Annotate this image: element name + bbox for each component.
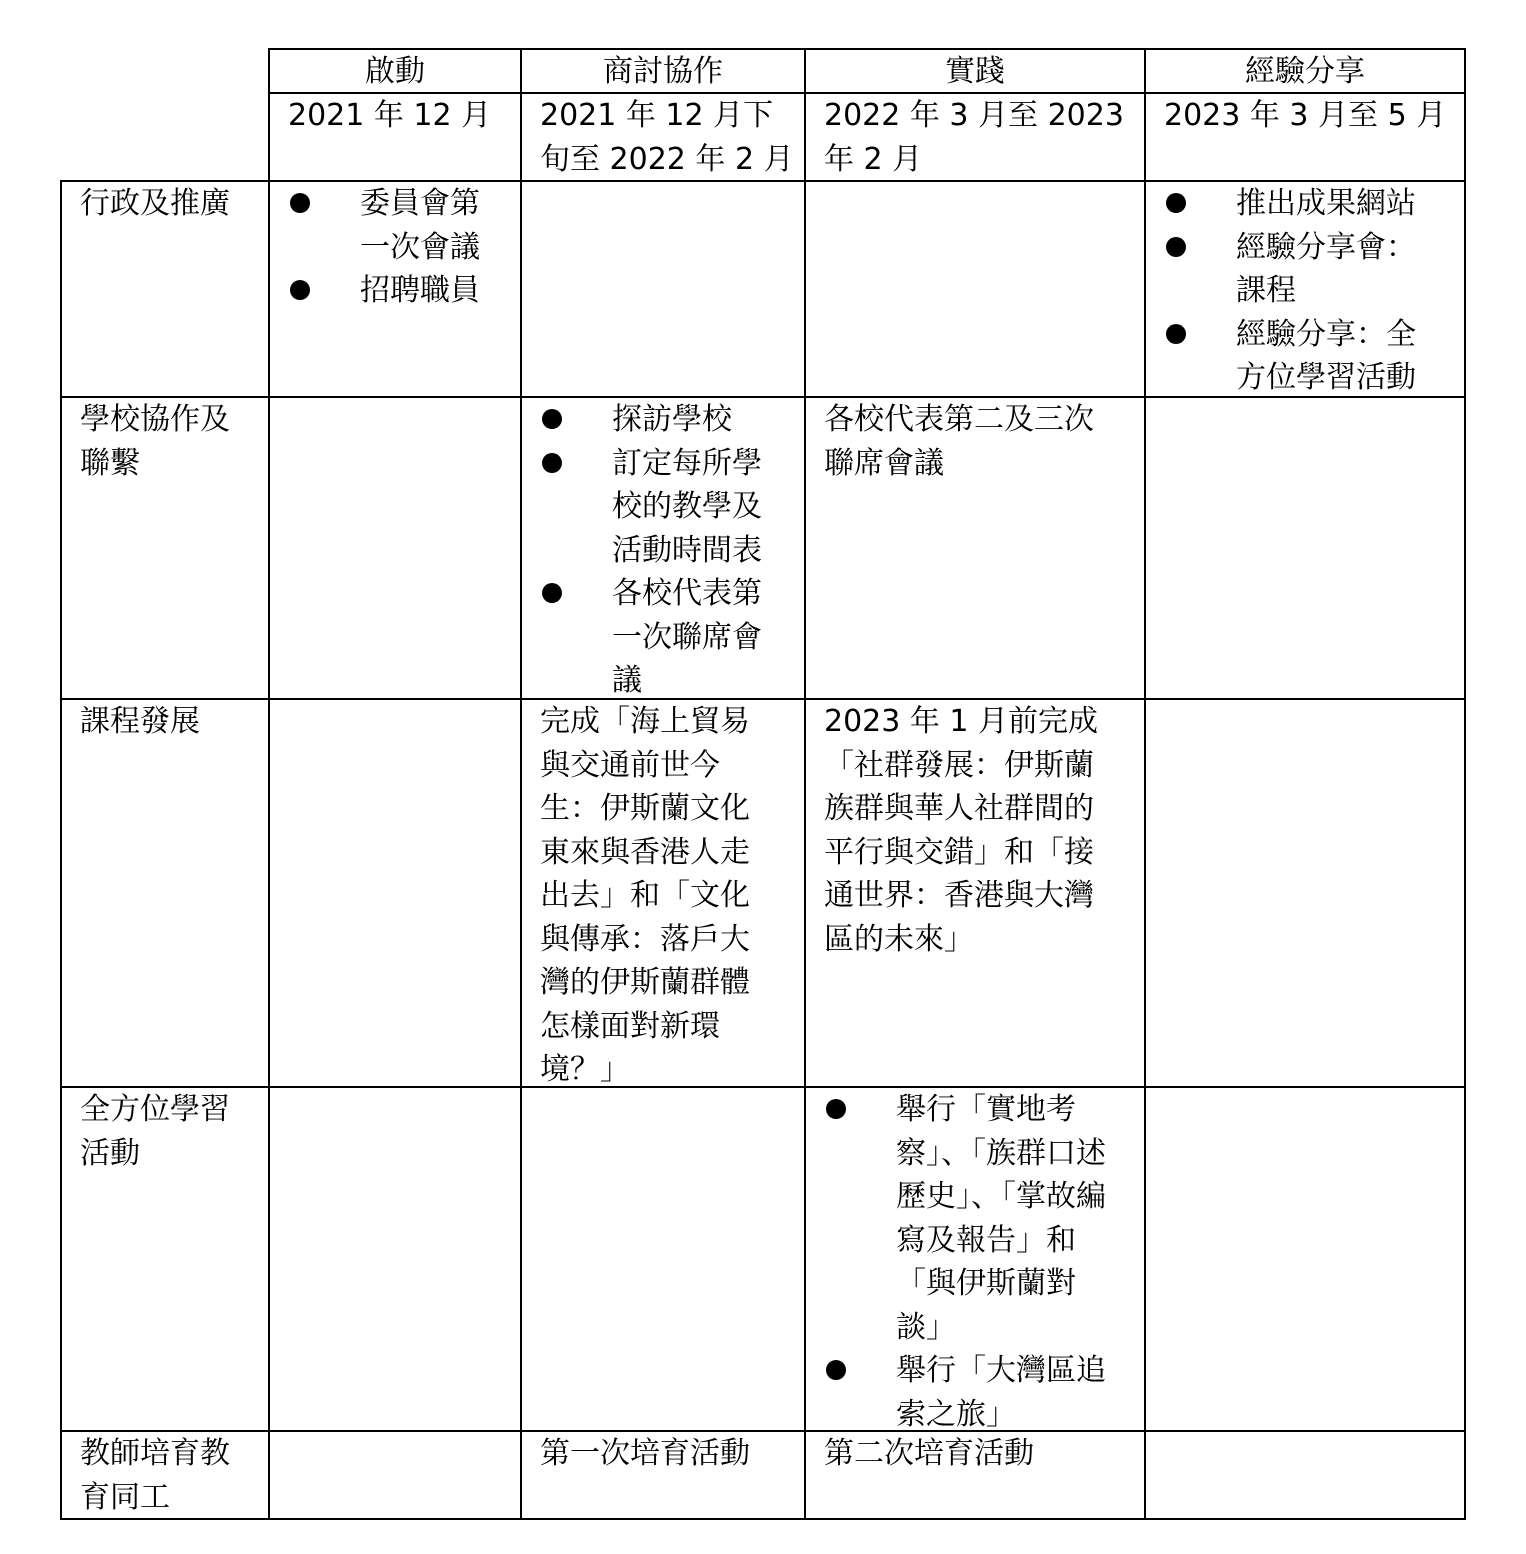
row-label-school-collaboration: 學校協作及 聯繫	[60, 396, 270, 700]
list-item: 委員會第 一次會議	[288, 182, 514, 269]
cell-school-sharing	[1144, 396, 1466, 700]
row-label-admin: 行政及推廣	[60, 180, 270, 398]
cell-training-sharing	[1144, 1430, 1466, 1520]
row-label-life-wide-learning: 全方位學習 活動	[60, 1086, 270, 1432]
cell-lwl-sharing	[1144, 1086, 1466, 1432]
row-label-teacher-training: 教師培育教 育同工	[60, 1430, 270, 1520]
list-item: 推出成果網站	[1164, 182, 1458, 226]
cell-admin-collaboration	[520, 180, 806, 398]
list-item: 經驗分享會： 課程	[1164, 226, 1458, 313]
date-cell-sharing: 2023 年 3 月至 5 月	[1144, 92, 1466, 182]
cell-school-practice: 各校代表第二及三次 聯席會議	[804, 396, 1146, 700]
date-cell-launch: 2021 年 12 月	[268, 92, 522, 182]
cell-lwl-collaboration	[520, 1086, 806, 1432]
cell-lwl-launch	[268, 1086, 522, 1432]
cell-school-launch	[268, 396, 522, 700]
cell-curriculum-collaboration: 完成「海上貿易 與交通前世今 生：伊斯蘭文化 東來與香港人走 出去」和「文化 與傳承：落戶大 灣的伊斯蘭群體 怎樣面對新環 境？」	[520, 698, 806, 1088]
list-item: 經驗分享：全 方位學習活動	[1164, 313, 1458, 400]
column-header-sharing: 經驗分享	[1144, 48, 1466, 94]
cell-curriculum-launch	[268, 698, 522, 1088]
cell-admin-practice	[804, 180, 1146, 398]
list-item: 招聘職員	[288, 269, 514, 313]
row-label-curriculum: 課程發展	[60, 698, 270, 1088]
list-item: 各校代表第 一次聯席會 議	[540, 572, 798, 703]
list-item: 舉行「大灣區追 索之旅」	[824, 1349, 1142, 1436]
cell-admin-sharing	[1144, 180, 1466, 398]
date-cell-collaboration: 2021 年 12 月下 旬至 2022 年 2 月	[520, 92, 806, 182]
cell-admin-launch	[268, 180, 522, 398]
column-header-launch: 啟動	[268, 48, 522, 94]
cell-training-collaboration: 第一次培育活動	[520, 1430, 806, 1520]
column-header-practice: 實踐	[804, 48, 1146, 94]
cell-lwl-practice	[804, 1086, 1146, 1432]
list-item: 訂定每所學 校的教學及 活動時間表	[540, 442, 798, 573]
cell-curriculum-practice: 2023 年 1 月前完成 「社群發展：伊斯蘭 族群與華人社群間的 平行與交錯」和「接 通世界：香港與大灣 區的未來」	[804, 698, 1146, 1088]
date-cell-practice: 2022 年 3 月至 2023 年 2 月	[804, 92, 1146, 182]
cell-training-practice: 第二次培育活動	[804, 1430, 1146, 1520]
list-item: 舉行「實地考 察」、「族群口述 歷史」、「掌故編 寫及報告」和 「與伊斯蘭對 談」	[824, 1088, 1142, 1349]
column-header-collaboration: 商討協作	[520, 48, 806, 94]
list-item: 探訪學校	[540, 398, 798, 442]
cell-school-collaboration	[520, 396, 806, 700]
cell-curriculum-sharing	[1144, 698, 1466, 1088]
cell-training-launch	[268, 1430, 522, 1520]
